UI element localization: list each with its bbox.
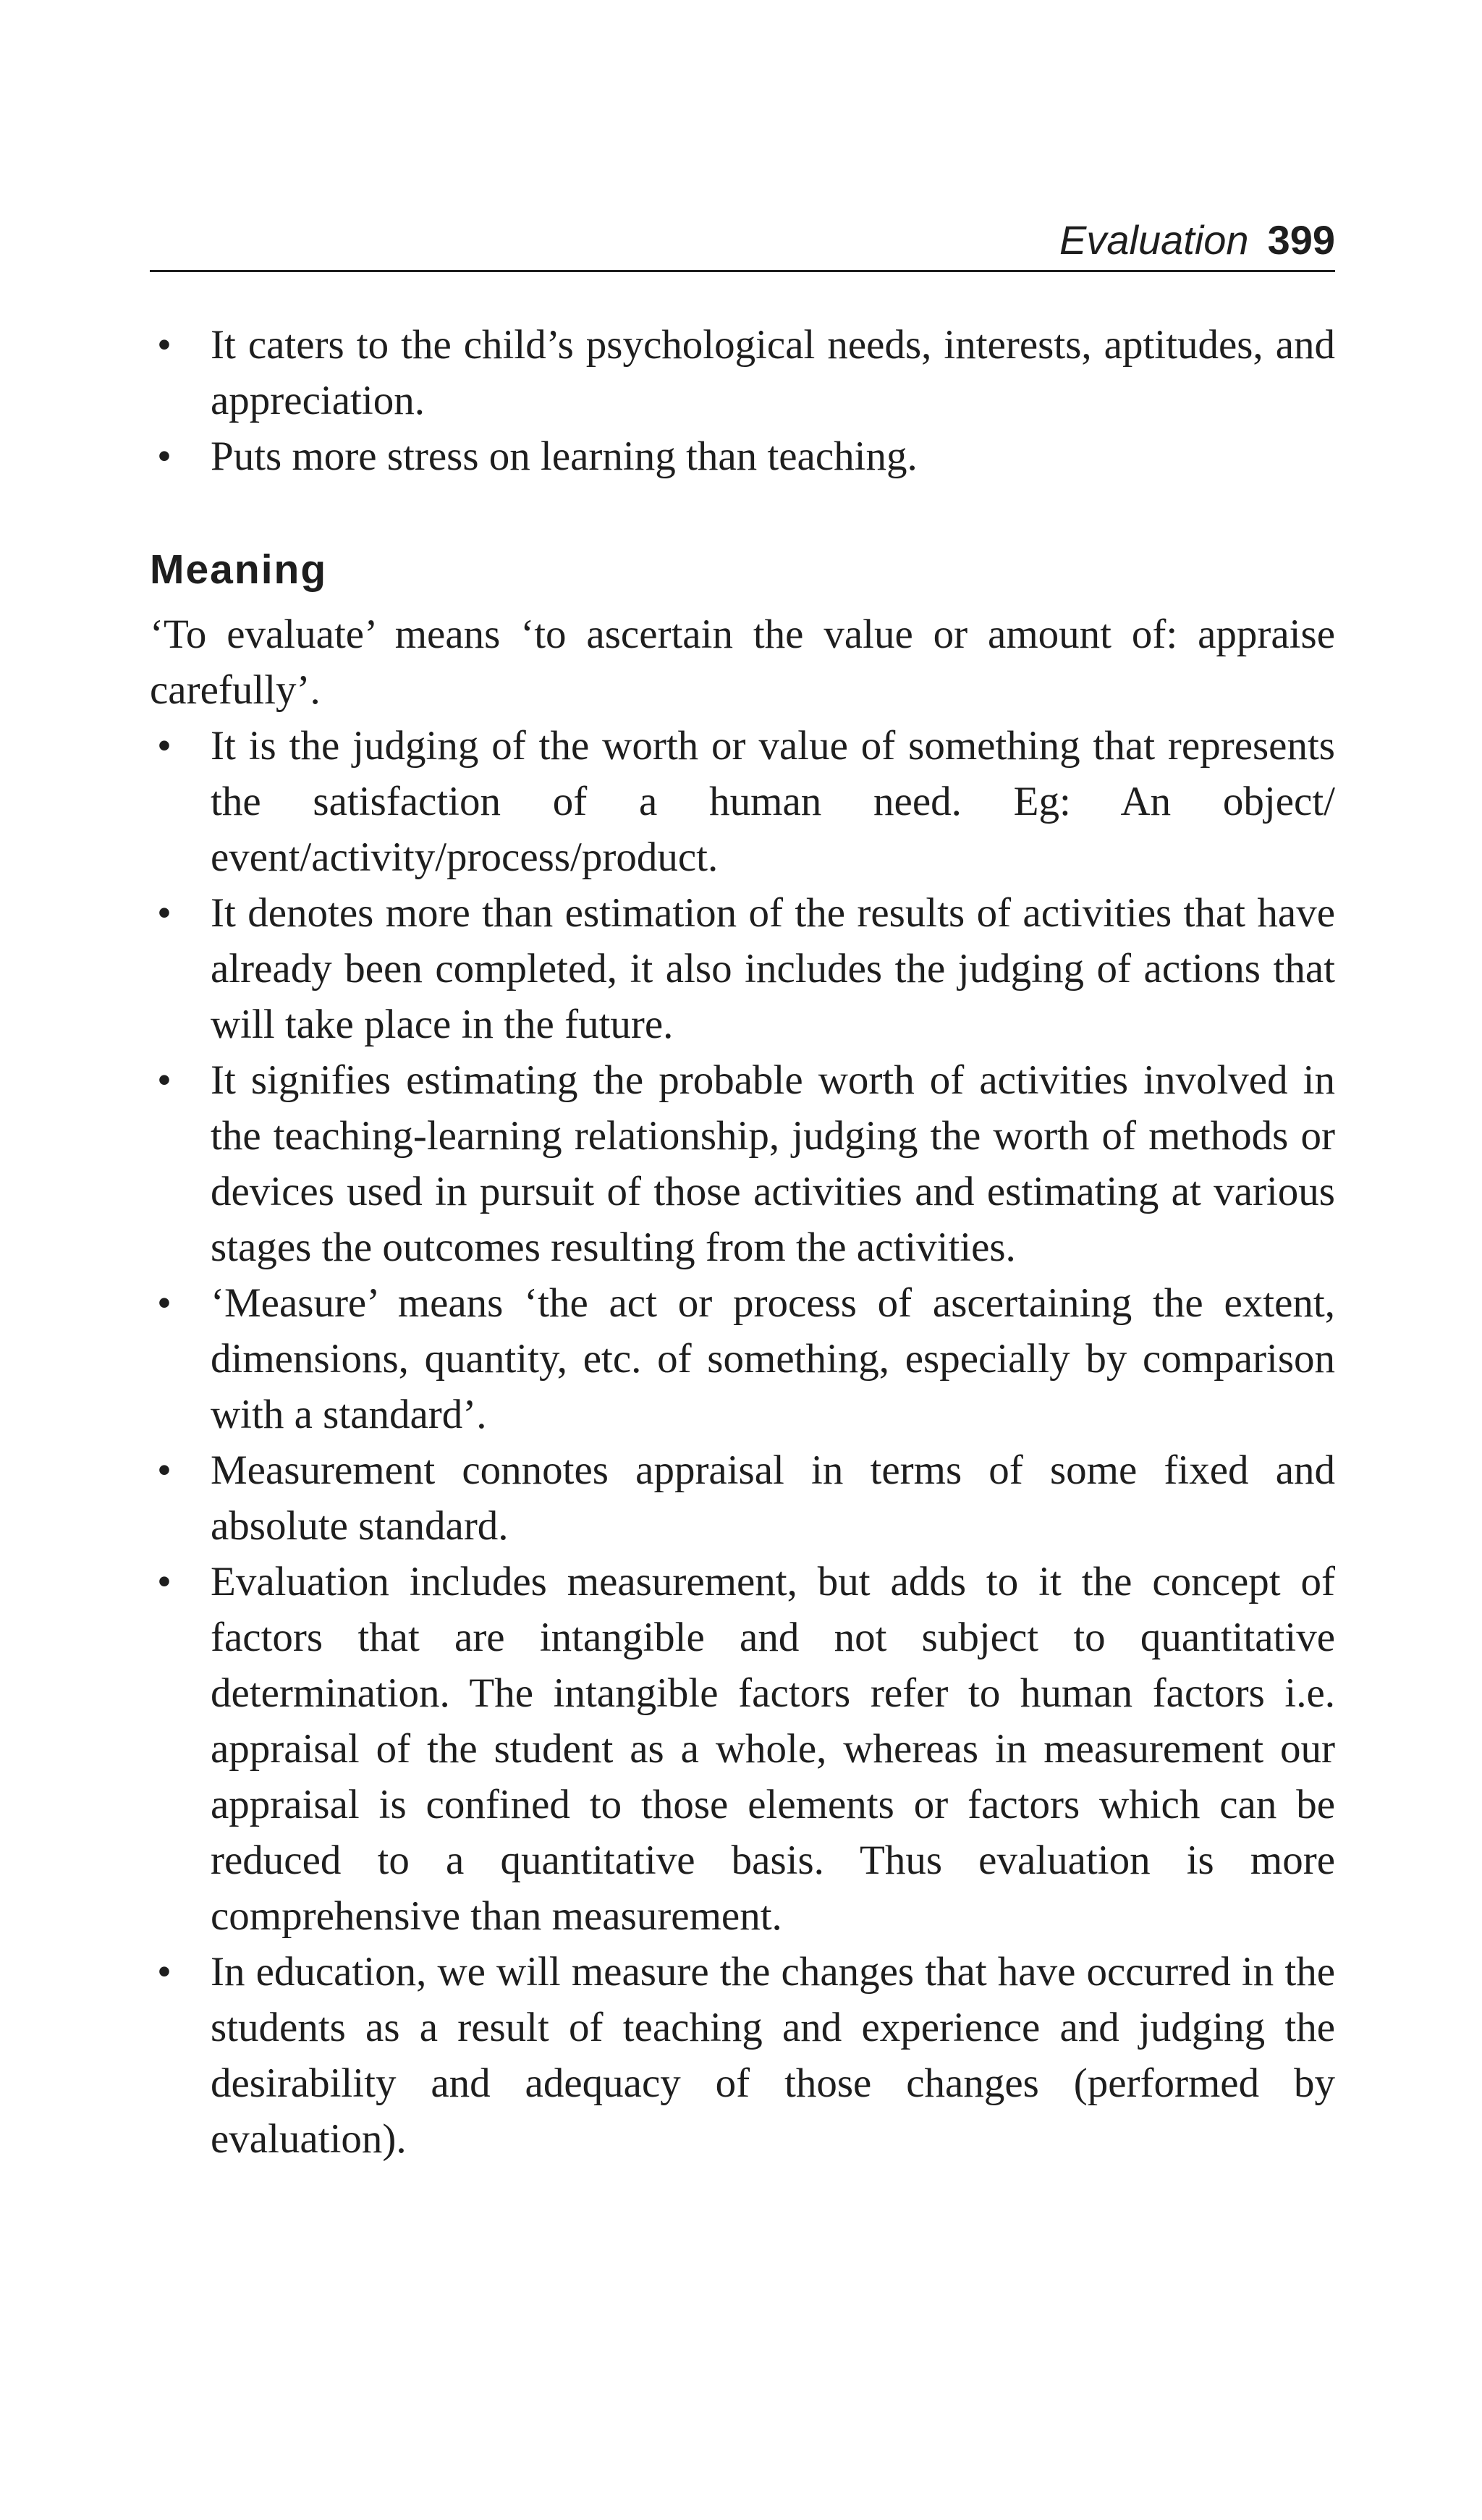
section-heading-meaning: Meaning: [150, 546, 328, 593]
list-item: [150, 317, 1335, 428]
list-item: [150, 1275, 1335, 1442]
list-item: [150, 428, 1335, 484]
list-item-text: It is the judging of the worth or value of something that represents the satisfaction of a human need. Eg: An object/ event/activity/process/product.: [211, 723, 1335, 880]
page-number: 399: [1267, 217, 1335, 263]
list-item-text: It denotes more than estimation of the results of activities that have already been completed, it also includes the judging of actions that will take place in the future.: [211, 890, 1335, 1047]
bullet-icon: •: [157, 1949, 172, 1995]
list-item-text: In education, we will measure the changes that have occurred in the students as a result of teaching and experience and judging the desirability and adequacy of those changes (performed by evaluation).: [211, 1949, 1335, 2162]
list-item-text: It signifies estimating the probable worth of activities involved in the teaching-learning relationship, judging the worth of methods or devices used in pursuit of those activities and estimating at various stages the outcomes resulting from the activities.: [211, 1057, 1335, 1270]
list-item: [150, 1052, 1335, 1275]
page-body: [150, 317, 1335, 2167]
bullet-icon: •: [157, 723, 172, 769]
bullet-icon: •: [157, 890, 172, 936]
bullet-icon: •: [157, 1559, 172, 1604]
list-item: [150, 1442, 1335, 1554]
meaning-bullet-list: [150, 718, 1335, 2167]
list-item-text: Measurement connotes appraisal in terms of some fixed and absolute standard.: [211, 1447, 1335, 1549]
list-item-text: It caters to the child’s psychological needs, interests, aptitudes, and appreciation.: [211, 322, 1335, 423]
list-item-text: ‘Measure’ means ‘the act or process of ascertaining the extent, dimensions, quantity, etc. of something, especially by comparison with a standard’.: [211, 1280, 1335, 1437]
list-item: [150, 1554, 1335, 1944]
list-item-text: Puts more stress on learning than teaching.: [211, 434, 918, 479]
meaning-intro: ‘To evaluate’ means ‘to ascertain the value or amount of: appraise carefully’.: [150, 612, 1335, 713]
list-item: [150, 718, 1335, 885]
bullet-icon: •: [157, 1057, 172, 1103]
list-item: [150, 885, 1335, 1052]
running-head: [150, 211, 1335, 269]
list-item-text: Evaluation includes measurement, but adds to it the concept of factors that are intangible and not subject to quantitative determination. The intangible factors refer to human factors i.e. appraisal of the student as a whole, whereas in measurement our appraisal is confined to those elements or factors which can be reduced to a quantitative basis. Thus evaluation is more comprehensive than measurement.: [211, 1559, 1335, 1939]
header-rule: [150, 270, 1335, 272]
bullet-icon: •: [157, 434, 172, 479]
running-head-title: Evaluation: [1059, 217, 1249, 263]
bullet-icon: •: [157, 1280, 172, 1326]
bullet-icon: •: [157, 322, 172, 368]
list-item: [150, 1944, 1335, 2167]
bullet-icon: •: [157, 1447, 172, 1493]
top-bullet-list: [150, 317, 1335, 484]
